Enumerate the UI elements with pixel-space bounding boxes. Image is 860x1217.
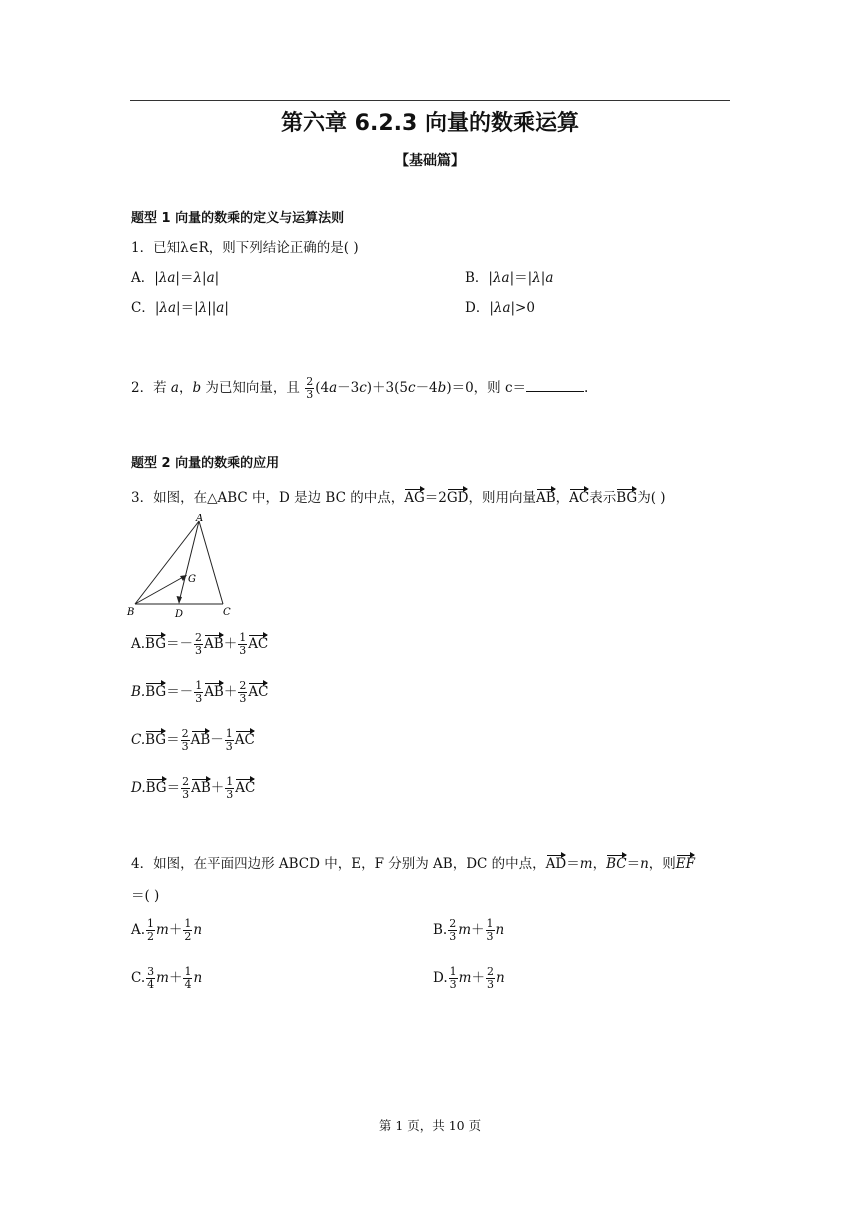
question-3-option-b: B.BG＝－ $\frac{1}{3}$ AB＋ $\frac{2}{3}$ AC (131, 679, 269, 705)
question-4-option-a: A. $\frac{1}{2}$ m＋ $\frac{1}{2}$ n (131, 917, 203, 943)
page-title: 第六章 6.2.3 向量的数乘运算 (281, 111, 579, 136)
top-rule (130, 100, 730, 101)
page-subtitle: 【基础篇】 (395, 153, 465, 169)
option-d-label: D． (465, 300, 490, 316)
option-a-label: A. (131, 636, 146, 652)
label-c: C (223, 607, 231, 618)
label-g: G (188, 574, 196, 585)
question-3-option-a: A.BG＝－ $\frac{2}{3}$ AB＋ $\frac{1}{3}$ AC (131, 631, 269, 657)
fraction-2-3: $\frac{2}{3}$ (306, 375, 314, 401)
question-1-stem: 1．已知λ∈R，则下列结论正确的是( ) (131, 240, 359, 256)
question-2-suffix: ，则 c＝ (473, 380, 527, 396)
question-2-prefix: 2．若 (131, 380, 167, 396)
option-d-label: D. (131, 780, 146, 796)
option-b-label: B. (433, 922, 448, 938)
label-b: B (127, 607, 135, 618)
question-1-option-b: B．|λa|＝|λ|a (465, 270, 554, 286)
segment-bg (135, 576, 185, 604)
section-heading-1: 题型 1 向量的数乘的定义与运算法则 (131, 211, 345, 226)
question-3-option-d: D.BG＝ $\frac{2}{3}$ AB＋ $\frac{1}{3}$ AC (131, 775, 256, 801)
question-4-option-c: C. $\frac{3}{4}$ m＋ $\frac{1}{4}$ n (131, 965, 203, 991)
question-1-option-d: D．|λa|>0 (465, 300, 535, 316)
option-a-label: A. (131, 922, 146, 938)
question-3-stem-prefix: 3．如图，在△ABC 中，D 是边 BC 的中点， (131, 490, 405, 506)
option-b-label: B. (131, 684, 146, 700)
question-4-option-b: B. $\frac{2}{3}$ m＋ $\frac{1}{3}$ n (433, 917, 505, 943)
question-2: 2．若 a，b 为已知向量，且 $\frac{2}{3}$ (4a－3c)＋3(5c－4b)＝0，则 c＝ . (131, 375, 589, 401)
option-a-label: A． (131, 270, 155, 286)
option-d-label: D. (433, 970, 448, 986)
section-heading-2: 题型 2 向量的数乘的应用 (131, 456, 280, 471)
question-1-option-a: A．|λa|＝λ|a| (131, 270, 220, 286)
arrow-ad (177, 596, 183, 604)
option-c-label: C． (131, 300, 155, 316)
label-a: A (196, 514, 204, 524)
question-1-option-c: C．|λa|＝|λ||a| (131, 300, 229, 316)
page-footer: 第 1 页，共 10 页 (378, 1118, 482, 1133)
side-ac (199, 521, 223, 604)
answer-blank[interactable] (526, 381, 584, 392)
question-4-stem: 4．如图，在平面四边形 ABCD 中，E，F 分别为 AB，DC 的中点，AD＝m，BC＝n，则EF (131, 856, 696, 872)
option-c-label: C. (131, 732, 146, 748)
option-b-label: B． (465, 270, 489, 286)
option-c-label: C. (131, 970, 146, 986)
triangle-figure (126, 514, 238, 620)
question-3-stem: 3．如图，在△ABC 中，D 是边 BC 的中点，AG＝2GD，则用向量AB，AC表示BG为( ) (131, 490, 666, 506)
question-3-option-c: C.BG＝ $\frac{2}{3}$ AB－ $\frac{1}{3}$ AC (131, 727, 255, 753)
question-4-stem-prefix: 4．如图，在平面四边形 ABCD 中，E，F 分别为 AB，DC 的中点， (131, 856, 546, 872)
question-4-option-d: D. $\frac{1}{3}$ m＋ $\frac{2}{3}$ n (433, 965, 505, 991)
question-4-stem-line2: ＝( ) (131, 888, 160, 904)
label-d: D (175, 609, 184, 620)
side-ab (135, 521, 199, 604)
